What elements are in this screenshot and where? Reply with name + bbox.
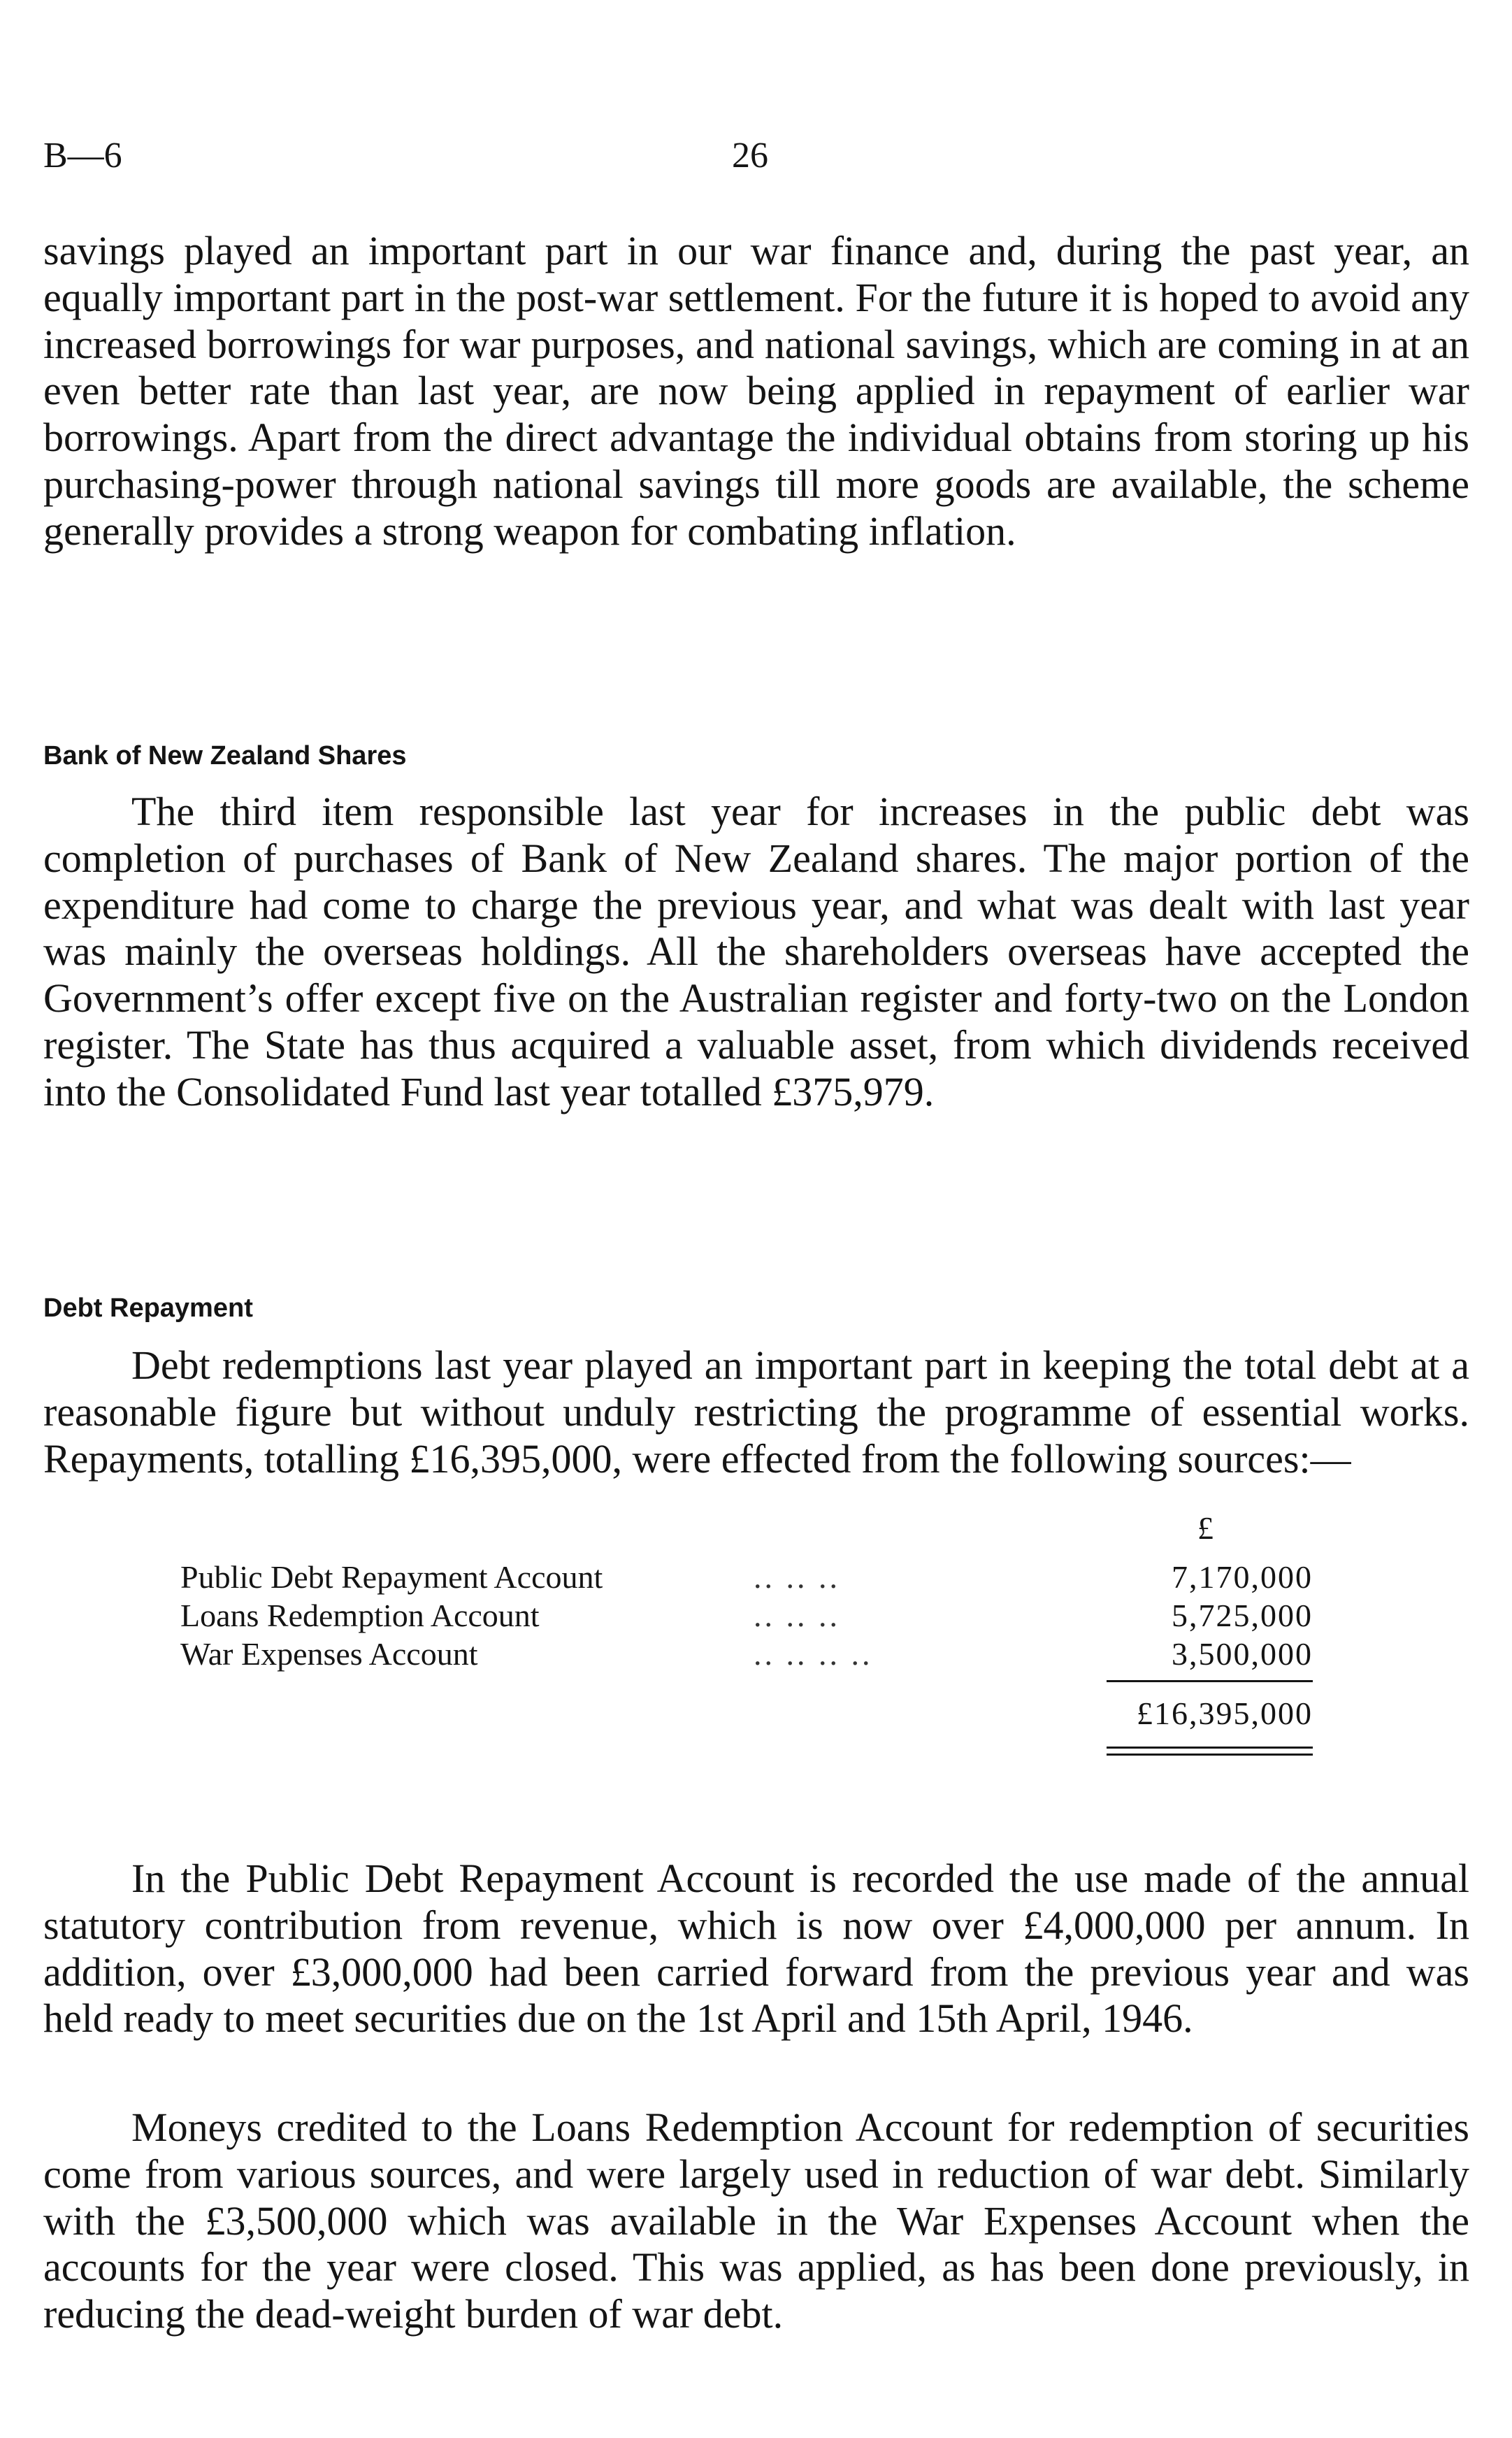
table-row xyxy=(180,1558,1313,1596)
paragraph-public-debt-account: In the Public Debt Repayment Account is recorded the use made of the annual statutory contribution from revenue, which is now over £4,000,000 per annum. In addition, over £3,000,000 had been carried forward from the previous year and was held ready to meet securities due on the 1st April and 15th April, 1946. xyxy=(43,1856,1469,2042)
row-amount: 5,725,000 xyxy=(1172,1598,1313,1633)
paragraph-loans-redemption: Moneys credited to the Loans Redemption Account for redemption of securities come from various sources, and were largely used in reduction of war debt. Similarly with the £3,500,000 which was available in the War Expenses Account when the accounts for the year were closed. This was applied, as has been done previously, in reducing the dead-weight burden of war debt. xyxy=(43,2104,1469,2337)
heading-debt-repayment: Debt Repayment xyxy=(43,1293,253,1323)
table-row xyxy=(180,1635,1313,1673)
currency-header: £ xyxy=(1197,1510,1214,1546)
total-double-rule-lower xyxy=(1107,1754,1313,1756)
total-rule-top xyxy=(1107,1680,1313,1682)
dot-leaders: .. .. .. xyxy=(754,1559,840,1595)
row-amount: 3,500,000 xyxy=(1172,1636,1313,1672)
table-row xyxy=(180,1596,1313,1635)
paragraph-debt-repayment: Debt redemptions last year played an important part in keeping the total debt at a reasonable figure but without unduly restricting the programme of essential works. Repayments, totalling £16,395,000, were effected from the following sources:— xyxy=(43,1342,1469,1482)
row-label: Public Debt Repayment Account xyxy=(180,1559,603,1595)
paragraph-savings: savings played an important part in our war finance and, during the past year, an equally important part in the post-war settlement. For the future it is hoped to avoid any increased borrowings for war purposes, and national savings, which are coming in at an even better rate than last year, are now being applied in repayment of earlier war borrowings. Apart from the direct advantage the individual obtains from storing up his purchasing-power through national savings till more goods are available, the scheme generally provides a strong weapon for combating inflation. xyxy=(43,228,1469,554)
total-double-rule-upper xyxy=(1107,1747,1313,1749)
row-label: Loans Redemption Account xyxy=(180,1598,540,1633)
row-amount: 7,170,000 xyxy=(1172,1559,1313,1595)
row-label: War Expenses Account xyxy=(180,1636,478,1672)
page-number: 26 xyxy=(732,136,768,175)
dot-leaders: .. .. .. xyxy=(754,1598,840,1633)
total-amount: £16,395,000 xyxy=(1137,1695,1313,1731)
page-header xyxy=(43,131,1469,180)
dot-leaders: .. .. .. .. xyxy=(754,1636,873,1672)
paragraph-bank-shares: The third item responsible last year for increases in the public debt was completion of purchases of Bank of New Zealand shares. The major portion of the expenditure had come to charge the previous year, and what was dealt with last year was mainly the overseas holdings. All the shareholders overseas have accepted the Government’s offer except five on the Australian register and forty-two on the London register. The State has thus acquired a valuable asset, from which dividends received into the Consolidated Fund last year totalled £375,979. xyxy=(43,789,1469,1114)
heading-bank-shares: Bank of New Zealand Shares xyxy=(43,741,407,770)
page-code: B—6 xyxy=(43,136,122,175)
